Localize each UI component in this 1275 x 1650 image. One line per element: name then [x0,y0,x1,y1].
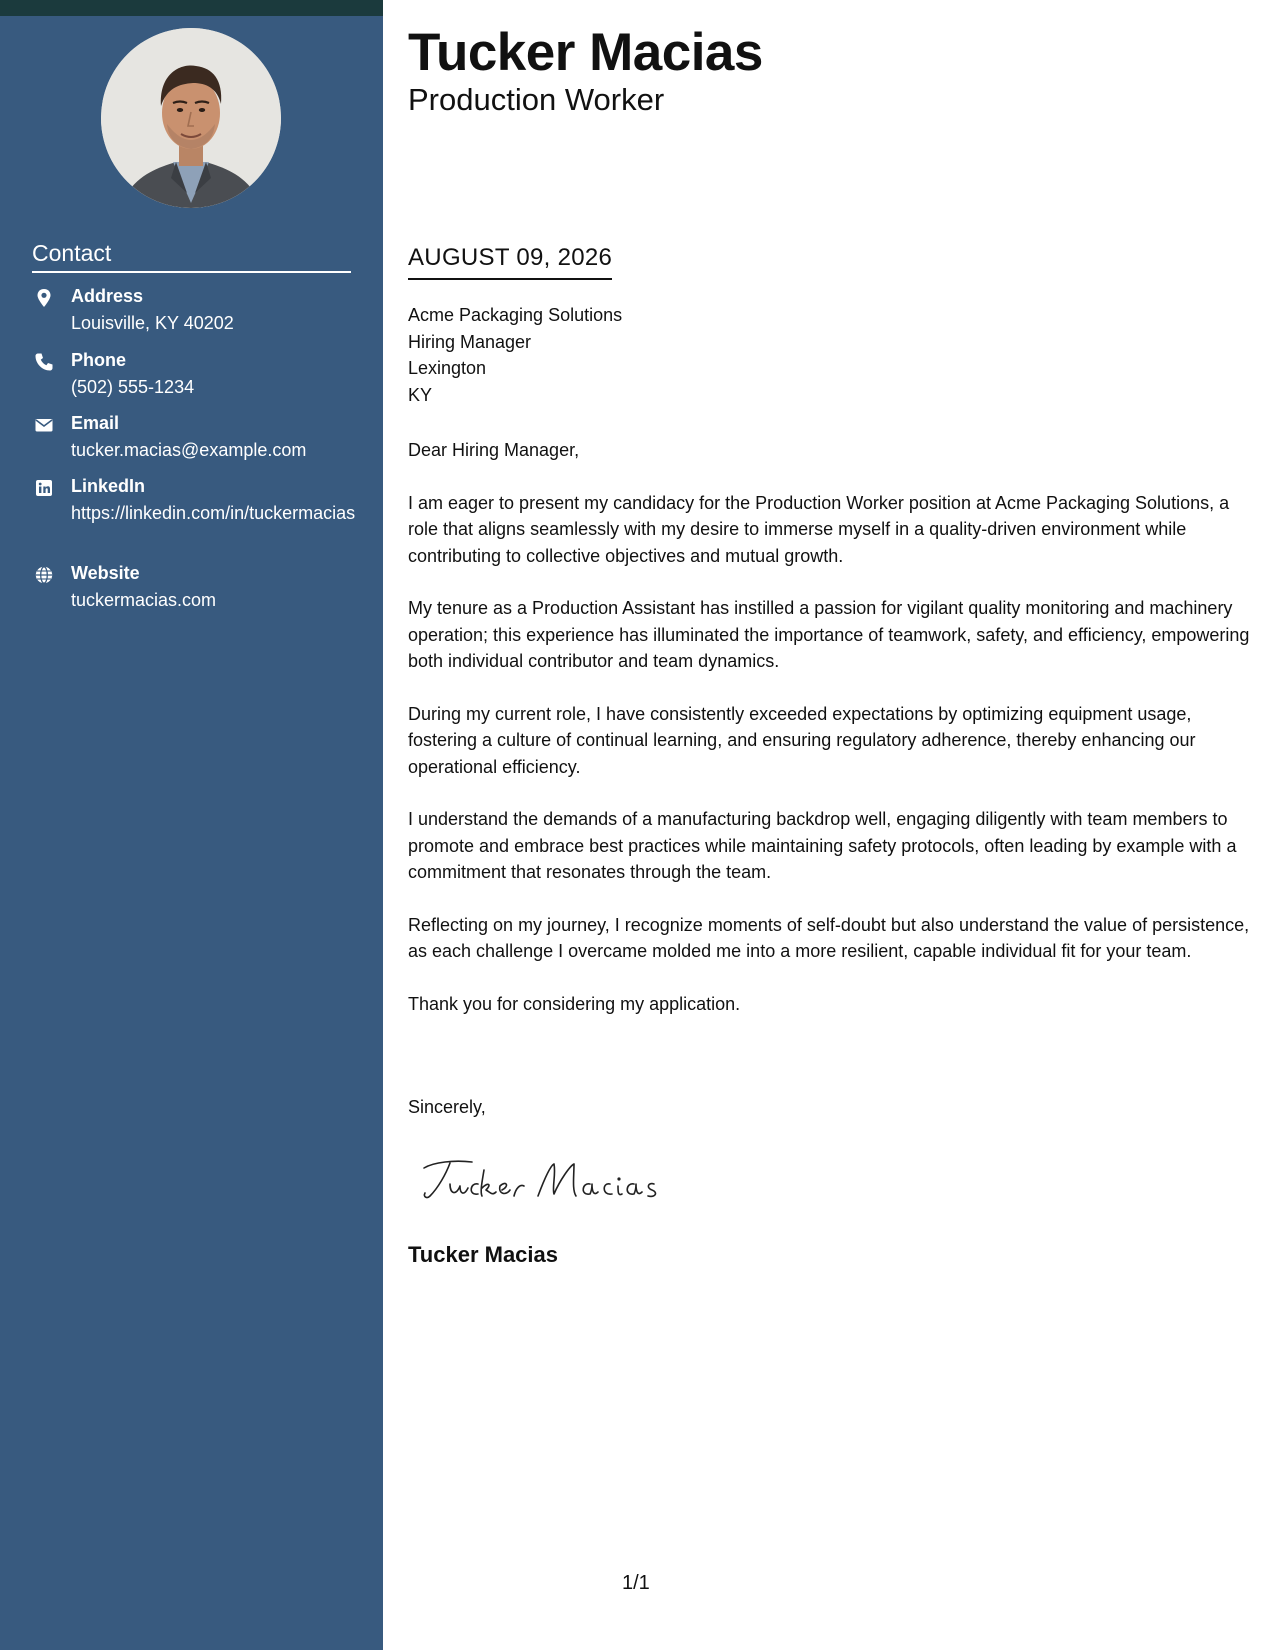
contact-label: Email [71,413,120,433]
contact-value: (502) 555-1234 [71,377,195,397]
recipient-block [408,302,622,408]
letter-paragraph: Reflecting on my journey, I recognize moments of self-doubt but also understand the value of persistence, as each challenge I overcame molded me into a more resilient, capable individual fit for your team. [408,914,1250,961]
contact-label: LinkedIn [71,476,146,496]
linkedin-link[interactable]: https://linkedin.com/in/tuckermacias [71,503,356,523]
letter-paragraph: I am eager to present my candidacy for the Production Worker position at Acme Packaging Solutions, a role that aligns seamlessly with my desire to immerse myself in a quality-driven environment while contributing to collective objectives and mutual growth. [408,492,1230,566]
closing: Sincerely, [408,1097,486,1117]
applicant-title: Production Worker [408,82,665,117]
linkedin-icon [34,478,54,498]
contact-heading: Contact [32,240,351,273]
handwritten-signature [420,1150,680,1210]
contact-label: Address [71,286,144,306]
letter-paragraph: I understand the demands of a manufacturing backdrop well, engaging diligently with team members to promote and embrace best practices while maintaining safety protocols, often leading by example with a commitment that resonates through the team. [408,809,1237,882]
sidebar [0,0,383,1650]
recipient-state: KY [408,384,433,405]
phone-icon [34,352,54,372]
website-link[interactable]: tuckermacias.com [71,590,217,610]
contact-value: Louisville, KY 40202 [71,313,234,333]
letter-paragraph: Thank you for considering my application. [408,993,741,1014]
signer-name: Tucker Macias [408,1242,559,1267]
sidebar-top-bar [0,0,383,16]
recipient-city: Lexington [408,358,487,378]
avatar [101,28,281,208]
globe-icon [34,565,54,585]
letter-date: AUGUST 09, 2026 [408,244,612,280]
contact-label: Phone [71,350,127,370]
recipient-role: Hiring Manager [408,331,532,352]
page-number: 1/1 [622,1572,650,1594]
letter-body [408,437,1253,1043]
salutation: Dear Hiring Manager, [408,440,580,460]
recipient-company: Acme Packaging Solutions [408,305,623,325]
letter-paragraph: My tenure as a Production Assistant has instilled a passion for vigilant quality monitoring and machinery operation; this experience has illuminated the importance of teamwork, safety, and efficiency, empowering both individual contributor and team dynamics. [408,598,1250,671]
applicant-name: Tucker Macias [408,23,763,82]
letter-paragraph: During my current role, I have consistently exceeded expectations by optimizing equipment usage, fostering a culture of continual learning, and ensuring regulatory adherence, thereby enhancing our operational efficiency. [408,703,1196,777]
map-pin-icon [34,288,54,308]
contact-label: Website [71,563,140,583]
contact-value: tucker.macias@example.com [71,440,307,460]
envelope-icon [34,415,54,435]
